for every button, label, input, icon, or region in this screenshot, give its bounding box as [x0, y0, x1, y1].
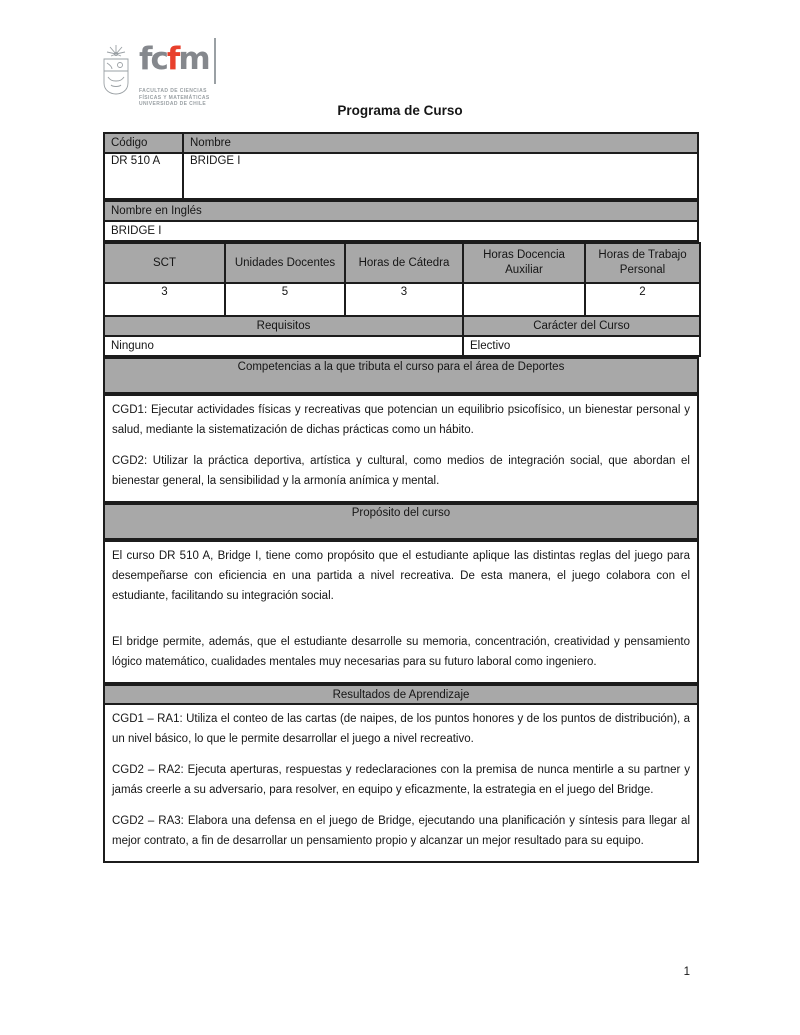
- horas-catedra-header-cell: Horas de Cátedra: [345, 243, 463, 283]
- unidades-docentes-header-cell: Unidades Docentes: [225, 243, 345, 283]
- university-crest-icon: [98, 44, 134, 100]
- horas-catedra-value-cell: 3: [345, 283, 463, 316]
- resultados-section-title: Resultados de Aprendizaje: [104, 685, 698, 704]
- horas-docencia-header-cell: Horas Docencia Auxiliar: [463, 243, 585, 283]
- fcfm-wordmark: [139, 41, 209, 77]
- competencias-body-table: [103, 394, 699, 503]
- sct-value-cell: 3: [104, 283, 225, 316]
- resultados-paragraph-ra3: CGD2 – RA3: Elabora una defensa en el juego de Bridge, ejecutando una planificación y síntesis para llegar al mejor contrato, a fin de desarrollar un pensamiento propio y alcanzar un mejor resultado para su equipo.: [112, 815, 690, 847]
- proposito-body-cell: [104, 541, 698, 683]
- fcfm-letter-red: f: [166, 41, 179, 77]
- caption-line: FACULTAD DE CIENCIAS: [139, 88, 207, 94]
- proposito-paragraph-1: El curso DR 510 A, Bridge I, tiene como propósito que el estudiante aplique las distintas reglas del juego para desempeñarse con eficiencia en una partida a nivel recreativa. De esta manera, el juego colabora con el estudiante, facilitando su integración social.: [112, 550, 690, 602]
- requisitos-value-cell: Ninguno: [104, 336, 463, 356]
- resultados-body-cell: [104, 704, 698, 862]
- competencias-section-title: Competencias a la que tributa el curso para el área de Deportes: [104, 358, 698, 393]
- proposito-paragraph-2: El bridge permite, además, que el estudiante desarrolle su memoria, concentración, creatividad y pensamiento lógico matemático, cualidades mentales muy necesarias para su futuro laboral como ingeniero.: [112, 636, 690, 668]
- competencias-paragraph-cgd2: CGD2: Utilizar la práctica deportiva, artística y cultural, como medios de integración social, que abordan el bienestar general, la sensibilidad y la armonía anímica y mental.: [112, 455, 690, 487]
- horas-trabajo-header-cell: Horas de Trabajo Personal: [585, 243, 700, 283]
- unidades-docentes-value-cell: 5: [225, 283, 345, 316]
- horas-trabajo-value-cell: 2: [585, 283, 700, 316]
- english-name-value-cell: BRIDGE I: [104, 221, 698, 241]
- nombre-header-cell: Nombre: [183, 133, 698, 153]
- requisitos-header-cell: Requisitos: [104, 316, 463, 336]
- code-name-table: [103, 132, 699, 200]
- fcfm-letters-gray-left: fc: [139, 41, 167, 77]
- fcfm-logo: [98, 41, 216, 108]
- credits-requisites-table: [103, 242, 701, 357]
- fcfm-letters-gray-right: m: [178, 41, 209, 77]
- page-number: 1: [683, 966, 690, 978]
- competencias-body-cell: [104, 395, 698, 502]
- proposito-header-table: [103, 503, 699, 540]
- caption-line: FÍSICAS Y MATEMÁTICAS: [139, 94, 210, 101]
- codigo-value-cell: DR 510 A: [104, 153, 183, 199]
- sct-header-cell: SCT: [104, 243, 225, 283]
- caracter-header-cell: Carácter del Curso: [463, 316, 700, 336]
- course-program-document: [103, 132, 699, 863]
- resultados-table: [103, 684, 699, 863]
- caracter-value-cell: Electivo: [463, 336, 700, 356]
- nombre-value-cell: BRIDGE I: [183, 153, 698, 199]
- resultados-paragraph-ra1: CGD1 – RA1: Utiliza el conteo de las cartas (de naipes, de los puntos honores y de los puntos de distribución), a un nivel básico, lo que le permite desarrollar el juego a nivel recreativo.: [112, 713, 690, 745]
- page-title: Programa de Curso: [337, 103, 463, 118]
- horas-docencia-value-cell: [463, 283, 585, 316]
- logo-divider-rule: [214, 38, 216, 84]
- competencias-header-table: [103, 357, 699, 394]
- proposito-body-table: [103, 540, 699, 684]
- english-name-table: [103, 200, 699, 242]
- codigo-header-cell: Código: [104, 133, 183, 153]
- caption-line: UNIVERSIDAD DE CHILE: [139, 101, 207, 107]
- resultados-paragraph-ra2: CGD2 – RA2: Ejecuta aperturas, respuestas y redeclaraciones con la premisa de nunca mentirle a su partner y jamás creerle a su adversario, para resolver, en equipo y eficazmente, la estrategia en el juego del Bridge.: [112, 764, 690, 796]
- english-name-header-cell: Nombre en Inglés: [104, 201, 698, 221]
- proposito-section-title: Propósito del curso: [104, 504, 698, 539]
- competencias-paragraph-cgd1: CGD1: Ejecutar actividades físicas y recreativas que potencian un equilibrio psicofísico, un bienestar personal y salud, mediante la sistematización de dichas prácticas como un hábito.: [112, 404, 690, 436]
